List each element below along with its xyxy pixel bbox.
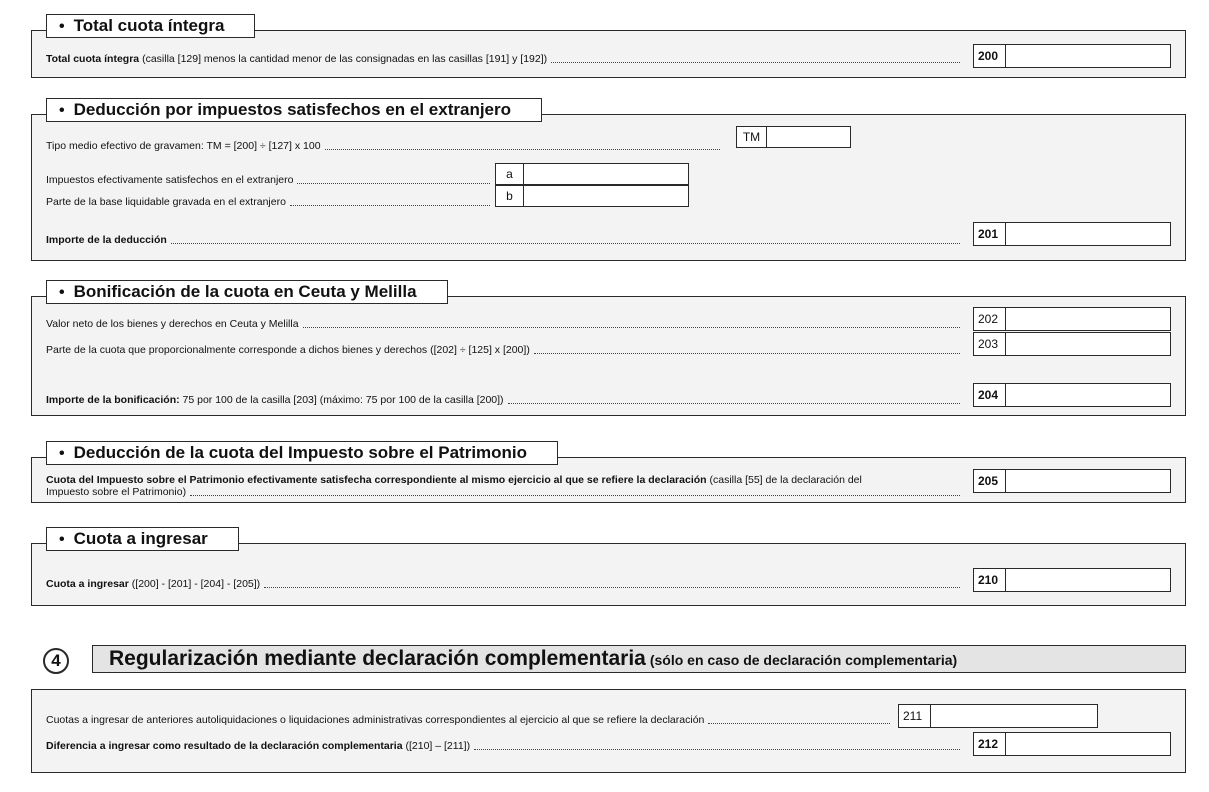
dot-leader	[290, 204, 490, 206]
box-210[interactable]: 210	[973, 568, 1171, 592]
dot-leader	[171, 242, 960, 244]
section-patrimonio	[31, 443, 1186, 503]
box-204[interactable]: 204	[973, 383, 1171, 407]
box-205[interactable]: 205	[973, 469, 1171, 493]
row-a: Impuestos efectivamente satisfechos en el extranjero	[46, 174, 496, 186]
dot-leader	[264, 586, 960, 588]
dot-leader	[474, 748, 960, 750]
dot-leader	[551, 61, 960, 63]
bullet-icon: •	[59, 531, 65, 548]
dot-leader	[190, 494, 960, 496]
bullet-icon: •	[59, 284, 65, 301]
row-201: Importe de la deducción	[46, 234, 966, 246]
box-201[interactable]: 201	[973, 222, 1171, 246]
section-regularizacion	[31, 689, 1186, 773]
row-204: Importe de la bonificación: 75 por 100 de la casilla [203] (máximo: 75 por 100 de la casilla [200])	[46, 394, 966, 406]
row-210: Cuota a ingresar ([200] - [201] - [204] - [205])	[46, 578, 966, 590]
section-title: • Deducción por impuestos satisfechos en el extranjero	[46, 98, 542, 122]
box-a[interactable]: a	[495, 163, 689, 185]
patrimonio-label: Cuota del Impuesto sobre el Patrimonio efectivamente satisfecha correspondiente al mismo ejercicio al que se refiere la declaración (casilla [55] de la declaración del Impuesto sobre el Patrimonio)	[46, 474, 966, 498]
section-title: • Cuota a ingresar	[46, 527, 239, 551]
row-212: Diferencia a ingresar como resultado de la declaración complementaria ([210] – [211])	[46, 740, 966, 752]
section-cuota-ingresar	[31, 529, 1186, 606]
box-200[interactable]: 200	[973, 44, 1171, 68]
box-tm[interactable]: TM	[736, 126, 851, 148]
box-b[interactable]: b	[495, 185, 689, 207]
row-b: Parte de la base liquidable gravada en el extranjero	[46, 196, 496, 208]
box-212[interactable]: 212	[973, 732, 1171, 756]
section-bonificacion	[31, 282, 1186, 416]
box-202[interactable]: 202	[973, 307, 1171, 331]
section-title: • Deducción de la cuota del Impuesto sobre el Patrimonio	[46, 441, 558, 465]
dot-leader	[297, 182, 490, 184]
box-203[interactable]: 203	[973, 332, 1171, 356]
row-202: Valor neto de los bienes y derechos en Ceuta y Melilla	[46, 318, 966, 330]
bullet-icon: •	[59, 102, 65, 119]
section-total-cuota	[31, 16, 1186, 78]
bullet-icon: •	[59, 445, 65, 462]
section-deduccion-extranjero	[31, 100, 1186, 261]
section-title: • Bonificación de la cuota en Ceuta y Melilla	[46, 280, 448, 304]
row-200: Total cuota íntegra (casilla [129] menos la cantidad menor de las consignadas en las casillas [191] y [192])	[46, 53, 966, 65]
row-tm: Tipo medio efectivo de gravamen: TM = [200] ÷ [127] x 100	[46, 140, 726, 152]
bullet-icon: •	[59, 18, 65, 35]
box-211[interactable]: 211	[898, 704, 1098, 728]
section-number-badge: 4	[43, 648, 69, 674]
row-211: Cuotas a ingresar de anteriores autoliquidaciones o liquidaciones administrativas correspondientes al ejercicio al que se refiere la declaración	[46, 714, 896, 726]
dot-leader	[708, 722, 890, 724]
dot-leader	[534, 352, 960, 354]
section-title: • Total cuota íntegra	[46, 14, 255, 38]
dot-leader	[325, 148, 720, 150]
section-4-title-bar: Regularización mediante declaración complementaria (sólo en caso de declaración complementaria)	[92, 645, 1186, 673]
dot-leader	[508, 402, 960, 404]
dot-leader	[303, 326, 960, 328]
row-203: Parte de la cuota que proporcionalmente corresponde a dichos bienes y derechos ([202] ÷ [125] x [200])	[46, 344, 966, 356]
